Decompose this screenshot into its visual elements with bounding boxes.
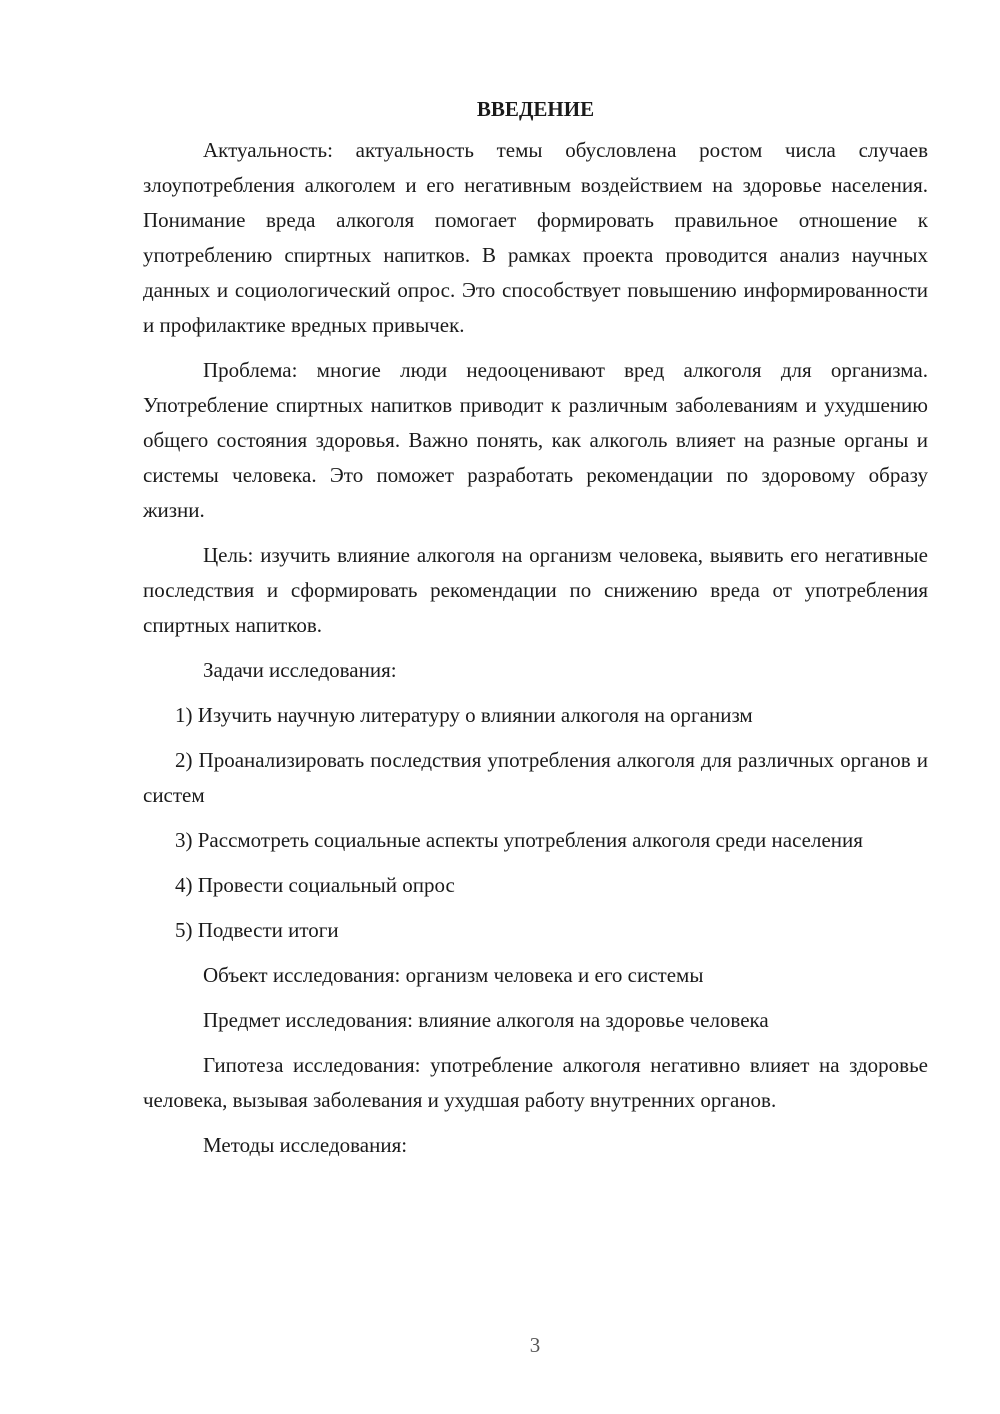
tasks-heading: Задачи исследования: bbox=[203, 658, 397, 682]
paragraph-hypothesis: Гипотеза исследования: употребление алкоголя негативно влияет на здоровье человека, вызывая заболевания и ухудшая работу внутренних органов. bbox=[143, 1053, 928, 1112]
task-item-3: 3) Рассмотреть социальные аспекты употребления алкоголя среди населения bbox=[175, 828, 863, 852]
task-item-4: 4) Провести социальный опрос bbox=[175, 873, 455, 897]
page-number: 3 bbox=[529, 1333, 541, 1357]
task-item-2: 2) Проанализировать последствия употребления алкоголя для различных органов и систем bbox=[143, 748, 928, 807]
task-item-5: 5) Подвести итоги bbox=[175, 918, 339, 942]
paragraph-relevance: Актуальность: актуальность темы обусловлена ростом числа случаев злоупотребления алкоголем и его негативным воздействием на здоровье населения. Понимание вреда алкоголя помогает формировать правильное отношение к употреблению спиртных напитков. В рамках проекта проводится анализ научных данных и социологический опрос. Это способствует повышению информированности и профилактике вредных привычек. bbox=[143, 138, 928, 337]
methods-heading: Методы исследования: bbox=[203, 1133, 408, 1157]
section-title: ВВЕДЕНИЕ bbox=[476, 97, 595, 121]
paragraph-subject: Предмет исследования: влияние алкоголя на здоровье человека bbox=[203, 1008, 769, 1032]
document-page bbox=[143, 92, 928, 1173]
task-item-1: 1) Изучить научную литературу о влиянии алкоголя на организм bbox=[175, 703, 753, 727]
paragraph-goal: Цель: изучить влияние алкоголя на организм человека, выявить его негативные последствия и сформировать рекомендации по снижению вреда от употребления спиртных напитков. bbox=[143, 543, 928, 637]
paragraph-object: Объект исследования: организм человека и его системы bbox=[203, 963, 704, 987]
paragraph-problem: Проблема: многие люди недооценивают вред алкоголя для организма. Употребление спиртных напитков приводит к различным заболеваниям и ухудшению общего состояния здоровья. Важно понять, как алкоголь влияет на разные органы и системы человека. Это поможет разработать рекомендации по здоровому образу жизни. bbox=[143, 358, 928, 522]
